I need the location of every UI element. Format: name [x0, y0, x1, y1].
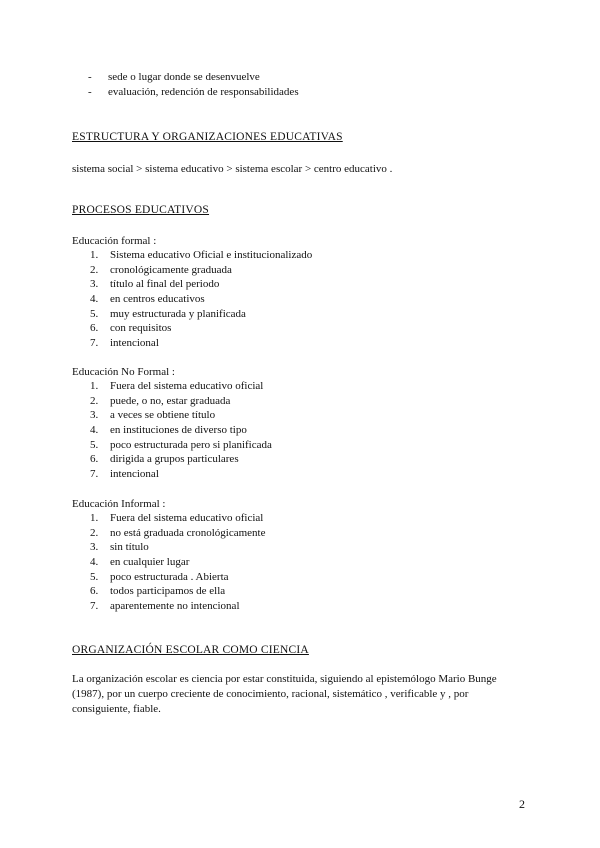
list-item-text: puede, o no, estar graduada	[110, 394, 231, 407]
list-item	[90, 526, 265, 541]
item-number: 2.	[90, 263, 99, 276]
list-item-text: en cualquier lugar	[110, 556, 190, 569]
list-item	[90, 307, 312, 322]
structure-paragraph: sistema social > sistema educativo > sistema escolar > centro educativo .	[72, 163, 393, 175]
item-number: 4.	[90, 293, 99, 306]
list-item-text: Fuera del sistema educativo oficial	[110, 380, 264, 392]
item-number: 1.	[90, 249, 99, 261]
list-item	[90, 321, 312, 336]
list-item	[90, 438, 272, 453]
list-item	[90, 467, 272, 482]
list-item	[90, 540, 265, 555]
list-item-text: Sistema educativo Oficial e institucionalizado	[110, 249, 313, 261]
formal-education-list	[90, 248, 312, 351]
list-item-text: aparentemente no intencional	[110, 600, 240, 613]
item-number: 6.	[90, 322, 99, 335]
item-number: 7.	[90, 600, 99, 613]
list-item	[90, 452, 272, 467]
list-item	[90, 408, 272, 423]
list-item-text: todos participamos de ella	[110, 585, 226, 598]
item-number: 5.	[90, 570, 99, 583]
list-item	[90, 599, 265, 614]
science-paragraph: La organización escolar es ciencia por estar constituida, siguiendo al epistemólogo Mario Bunge (1987), por un cuerpo creciente de conocimiento, racional, sistemático , verificable y , por consiguiente, fiable.	[72, 673, 497, 715]
list-item	[90, 511, 265, 526]
item-number: 3.	[90, 541, 99, 554]
list-item	[88, 85, 299, 100]
list-item	[90, 263, 312, 278]
item-number: 4.	[90, 556, 99, 569]
list-item-text: poco estructurada . Abierta	[110, 570, 229, 583]
item-number: 6.	[90, 585, 99, 598]
list-item-text: intencional	[110, 337, 159, 350]
list-item	[90, 555, 265, 570]
list-item-text: muy estructurada y planificada	[110, 307, 246, 320]
section-heading-procesos: PROCESOS EDUCATIVOS	[72, 204, 210, 216]
list-item-text: no está graduada cronológicamente	[110, 526, 266, 539]
group-title-informal: Educación Informal :	[72, 498, 166, 510]
list-item-text: cronológicamente graduada	[110, 263, 232, 276]
item-number: 3.	[90, 278, 99, 291]
list-item	[90, 570, 265, 585]
list-item-text: título al final del periodo	[110, 278, 220, 291]
list-item-text: sede o lugar donde se desenvuelve	[108, 71, 260, 83]
list-item-text: intencional	[110, 468, 159, 481]
top-bullet-list	[88, 70, 299, 100]
item-number: 5.	[90, 438, 99, 451]
list-item	[90, 248, 312, 263]
item-number: 2.	[90, 526, 99, 539]
list-item-text: en centros educativos	[110, 293, 205, 306]
list-item	[90, 423, 272, 438]
item-number: 7.	[90, 468, 99, 481]
dash-marker: -	[88, 86, 92, 98]
list-item-text: evaluación, redención de responsabilidades	[108, 86, 299, 98]
list-item	[90, 379, 272, 394]
non-formal-education-list	[90, 379, 272, 482]
list-item	[90, 584, 265, 599]
list-item	[90, 336, 312, 351]
list-item	[90, 277, 312, 292]
item-number: 7.	[90, 337, 99, 350]
list-item-text: en instituciones de diverso tipo	[110, 424, 247, 437]
section-heading-estructura: ESTRUCTURA Y ORGANIZACIONES EDUCATIVAS	[72, 131, 343, 143]
section-heading-organizacion: ORGANIZACIÓN ESCOLAR COMO CIENCIA	[72, 644, 309, 656]
dash-marker: -	[88, 71, 92, 83]
list-item-text: poco estructurada pero si planificada	[110, 438, 272, 451]
list-item	[88, 70, 299, 85]
list-item-text: con requisitos	[110, 322, 172, 335]
list-item	[90, 394, 272, 409]
item-number: 2.	[90, 394, 99, 407]
item-number: 3.	[90, 409, 99, 422]
group-title-formal: Educación formal :	[72, 235, 157, 247]
informal-education-list	[90, 511, 265, 614]
list-item-text: dirigida a grupos particulares	[110, 453, 239, 466]
item-number: 1.	[90, 380, 99, 392]
page-number: 2	[519, 797, 525, 811]
item-number: 1.	[90, 512, 99, 524]
item-number: 6.	[90, 453, 99, 466]
group-title-no-formal: Educación No Formal :	[72, 366, 175, 378]
item-number: 5.	[90, 307, 99, 320]
list-item-text: a veces se obtiene título	[110, 409, 216, 422]
list-item-text: sin título	[110, 541, 149, 554]
item-number: 4.	[90, 424, 99, 437]
list-item	[90, 292, 312, 307]
list-item-text: Fuera del sistema educativo oficial	[110, 512, 264, 524]
